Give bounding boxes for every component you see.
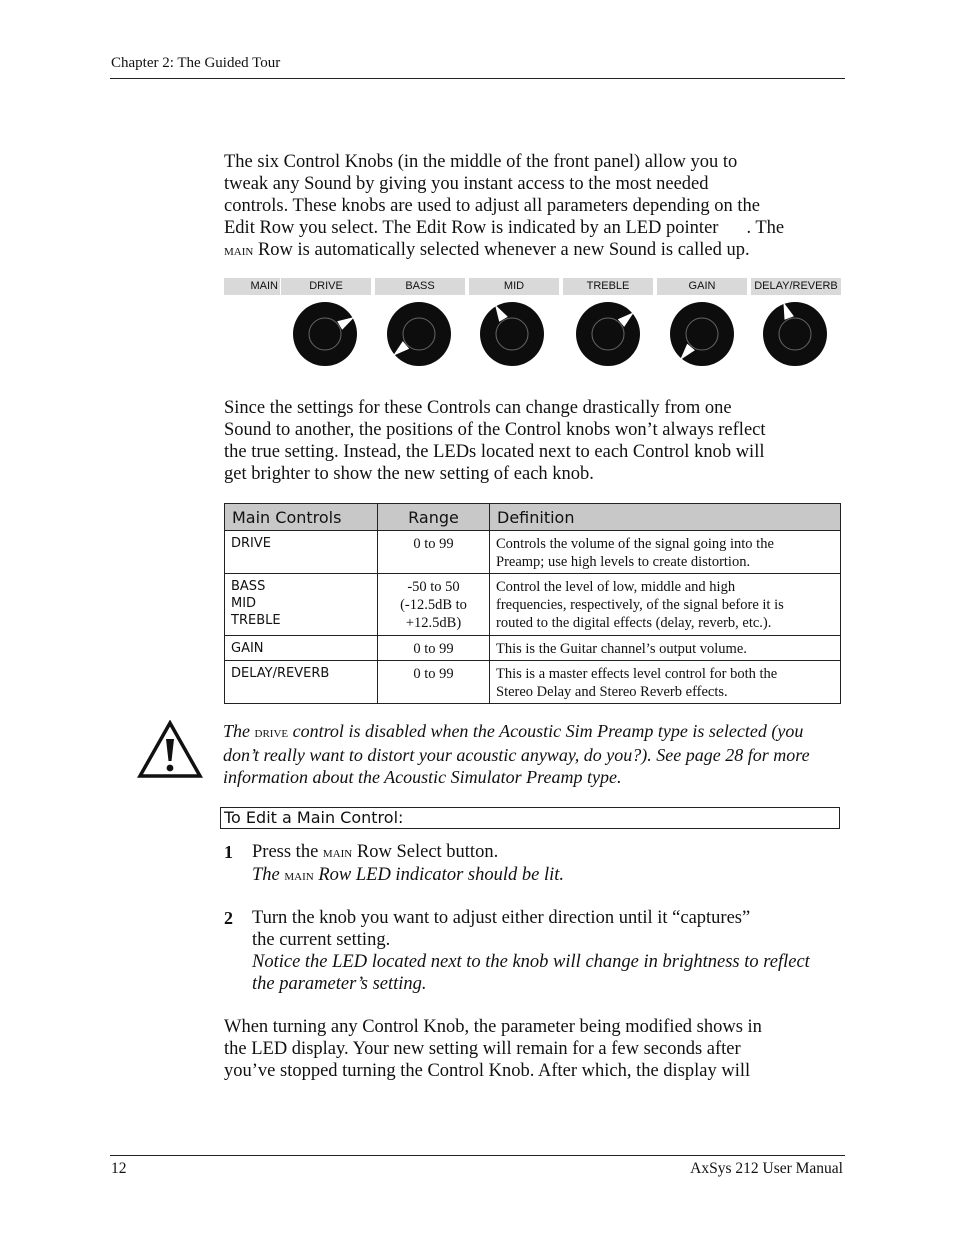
knob-label-gain: GAIN [657, 278, 747, 295]
knob-label-drive: DRIVE [281, 278, 371, 295]
knob-bass-icon[interactable] [387, 302, 451, 366]
control-range: 0 to 99 [378, 661, 490, 704]
control-definition: Controls the volume of the signal going into the Preamp; use high levels to create distortion. [490, 531, 841, 574]
step-instruction: Press the main Row Select button. [252, 842, 499, 862]
step-1 [252, 841, 842, 887]
para-line: you’ve stopped turning the Control Knob. After which, the display will [224, 1061, 751, 1081]
knob-label-strip [224, 278, 841, 295]
intro-line: The six Control Knobs (in the middle of the front panel) allow you to [224, 152, 738, 172]
control-range: -50 to 50 (-12.5dB to +12.5dB) [378, 574, 490, 636]
knob-label-mid: MID [469, 278, 559, 295]
page-number: 12 [111, 1160, 127, 1177]
step-instruction: the current setting. [252, 930, 391, 950]
edit-main-control-heading: To Edit a Main Control: [220, 807, 840, 829]
warning-line: don’t really want to distort your acoustic anyway, do you?). See page 28 for more [223, 745, 810, 765]
knob-delay-reverb-icon[interactable] [763, 302, 827, 366]
control-name: GAIN [225, 636, 378, 661]
control-name: DELAY/REVERB [225, 661, 378, 704]
intro-line: main Row is automatically selected whenever a new Sound is called up. [224, 240, 750, 260]
step-2 [252, 907, 842, 995]
para-line: When turning any Control Knob, the parameter being modified shows in [224, 1017, 762, 1037]
step-number: 1 [224, 842, 233, 862]
warning-triangle-icon [137, 720, 203, 780]
control-range: 0 to 99 [378, 636, 490, 661]
warning-line: The drive control is disabled when the Acoustic Sim Preamp type is selected (you [223, 721, 804, 741]
intro-paragraph [224, 151, 836, 262]
table-row [225, 636, 841, 661]
knob-mid-icon[interactable] [480, 302, 544, 366]
manual-title: AxSys 212 User Manual [690, 1160, 843, 1177]
knob-treble-icon[interactable] [576, 302, 640, 366]
para-line: the LED display. Your new setting will remain for a few seconds after [224, 1039, 741, 1059]
closing-paragraph [224, 1016, 836, 1082]
table-row [225, 661, 841, 704]
para-line: get brighter to show the new setting of each knob. [224, 464, 594, 484]
column-header-definition: Definition [490, 504, 841, 531]
control-range: 0 to 99 [378, 531, 490, 574]
control-knobs [224, 298, 844, 372]
control-definition: This is the Guitar channel’s output volume. [490, 636, 841, 661]
control-definition: This is a master effects level control for both the Stereo Delay and Stereo Reverb effects. [490, 661, 841, 704]
control-name: DRIVE [225, 531, 378, 574]
para-line: the true setting. Instead, the LEDs located next to each Control knob will [224, 442, 765, 462]
table-row [225, 574, 841, 636]
knob-label-delay-reverb: DELAY/REVERB [751, 278, 841, 295]
knob-label-main: MAIN [224, 278, 280, 295]
knob-label-bass: BASS [375, 278, 465, 295]
header-rule [110, 78, 845, 79]
column-header-controls: Main Controls [225, 504, 378, 531]
step-number: 2 [224, 908, 233, 928]
settings-paragraph [224, 397, 836, 485]
step-instruction: Turn the knob you want to adjust either direction until it “captures” [252, 908, 751, 928]
running-header: Chapter 2: The Guided Tour [111, 55, 281, 71]
step-note: Notice the LED located next to the knob will change in brightness to reflect [252, 952, 810, 972]
step-note: the parameter’s setting. [252, 974, 427, 994]
control-definition: Control the level of low, middle and high frequencies, respectively, of the signal before it is routed to the digital effects (delay, reverb, etc.). [490, 574, 841, 636]
para-line: Sound to another, the positions of the Control knobs won’t always reflect [224, 420, 766, 440]
step-note: The main Row LED indicator should be lit. [252, 865, 564, 885]
intro-line: tweak any Sound by giving you instant access to the most needed [224, 174, 709, 194]
warning-line: information about the Acoustic Simulator Preamp type. [223, 767, 622, 787]
intro-line: Edit Row you select. The Edit Row is indicated by an LED pointer . The [224, 218, 785, 238]
footer-rule [110, 1155, 845, 1156]
table-row [225, 531, 841, 574]
intro-line: controls. These knobs are used to adjust all parameters depending on the [224, 196, 761, 216]
warning-note [223, 720, 848, 788]
para-line: Since the settings for these Controls can change drastically from one [224, 398, 732, 418]
table-header-row [225, 504, 841, 531]
knob-gain-icon[interactable] [670, 302, 734, 366]
column-header-range: Range [378, 504, 490, 531]
knob-label-treble: TREBLE [563, 278, 653, 295]
control-name: BASS MID TREBLE [225, 574, 378, 636]
main-controls-table [224, 503, 841, 704]
knob-drive-icon[interactable] [293, 302, 357, 366]
